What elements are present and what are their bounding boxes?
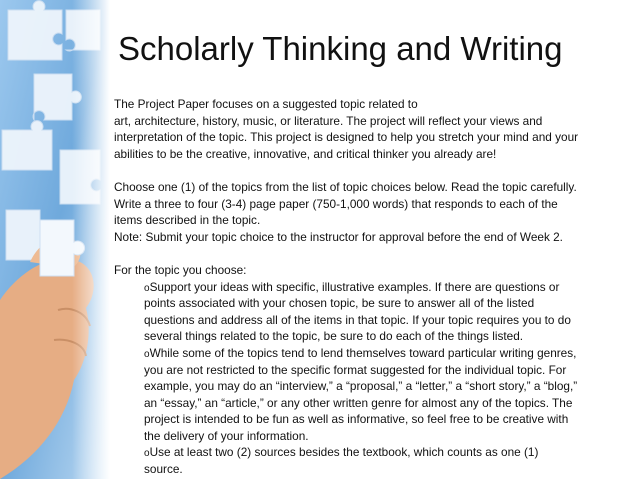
bullet-item: oWhile some of the topics tend to lend themselves toward particular writing genres, <box>144 345 577 360</box>
paragraph-line: art, architecture, history, music, or literature. The project will reflect your views and <box>114 113 543 128</box>
bullet-line: you are not restricted to the specific format suggested for the individual topic. For <box>144 362 567 377</box>
paragraph-line: The Project Paper focuses on a suggested topic related to <box>114 97 418 111</box>
bullet-line: source. <box>144 462 183 477</box>
bullet-item: oUse at least two (2) sources besides the textbook, which counts as one (1) <box>144 445 539 460</box>
slide-body <box>114 96 634 478</box>
bullet-line: the delivery of your information. <box>144 428 309 443</box>
bullet-line: an “essay,” an “article,” or any other written genre for almost any of the topics. The <box>144 395 573 410</box>
bullet-line: several things related to the topic, be sure to do each of the things listed. <box>144 329 524 344</box>
paragraph-line: Choose one (1) of the topics from the list of topic choices below. Read the topic carefully. <box>114 179 577 194</box>
paragraph-line: interpretation of the topic. This project is designed to help you stretch your mind and your <box>114 130 579 145</box>
bullet-line: example, you may do an “interview,” a “proposal,” a “letter,” a “short story,” a “blog,” <box>144 379 578 394</box>
paragraph-line: Note: Submit your topic choice to the instructor for approval before the end of Week 2. <box>114 229 563 244</box>
slide-title: Scholarly Thinking and Writing <box>118 30 563 67</box>
list-intro: For the topic you choose: <box>114 262 247 277</box>
bullet-line: project is intended to be fun as well as informative, so feel free to be creative with <box>144 412 569 427</box>
paragraph-spacer <box>114 162 634 179</box>
bullet-marker-icon: o <box>144 348 150 360</box>
paragraph-spacer <box>114 245 634 262</box>
bullet-marker-icon: o <box>144 448 150 460</box>
bullet-line: points associated with your chosen topic, be sure to answer all of the listed <box>144 296 535 311</box>
bullet-item: oSupport your ideas with specific, illustrative examples. If there are questions or <box>144 279 560 294</box>
bullet-line: questions and address all of the items in that topic. If your topic requires you to do <box>144 312 571 327</box>
bullet-marker-icon: o <box>144 282 150 294</box>
puzzle-hand-image <box>0 0 110 479</box>
paragraph-line: Write a three to four (3-4) page paper (750-1,000 words) that responds to each of the <box>114 196 558 211</box>
paragraph-line: abilities to be the creative, innovative, and critical thinker you already are! <box>114 146 497 161</box>
paragraph-line: items described in the topic. <box>114 213 261 228</box>
